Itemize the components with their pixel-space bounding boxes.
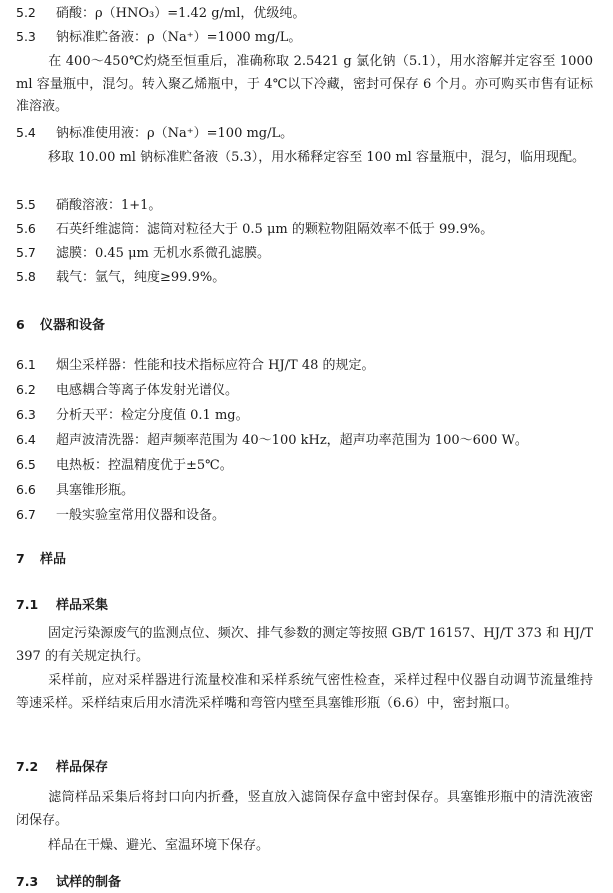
item-number: 6.6 (16, 482, 36, 497)
section-number: 7 (16, 551, 25, 566)
item-number: 6.3 (16, 407, 36, 422)
item-number: 5.4 (16, 125, 36, 140)
subsection-title: 样品采集 (56, 598, 109, 613)
item-6-4 (16, 431, 528, 450)
item-text: 硝酸：ρ（HNO₃）=1.42 g/ml，优级纯。 (56, 6, 306, 21)
item-text: 钠标准贮备液：ρ（Na⁺）=1000 mg/L。 (56, 30, 302, 45)
subsection-number: 7.1 (16, 597, 39, 612)
item-text: 硝酸溶液：1+1。 (56, 198, 162, 213)
subsection-heading-7-2 (16, 758, 108, 777)
subsection-number: 7.3 (16, 874, 39, 889)
item-5-3 (16, 28, 301, 47)
item-5-7 (16, 244, 270, 263)
item-6-3 (16, 406, 249, 425)
item-text: 滤膜：0.45 μm 无机水系微孔滤膜。 (56, 246, 270, 261)
subsection-title: 样品保存 (56, 760, 109, 775)
item-number: 6.1 (16, 357, 36, 372)
item-text: 石英纤维滤筒：滤筒对粒径大于 0.5 μm 的颗粒物阻隔效率不低于 99.9%。 (56, 222, 494, 237)
item-5-2 (16, 4, 305, 23)
item-number: 5.7 (16, 245, 36, 260)
subsection-heading-7-1 (16, 596, 108, 615)
item-text: 烟尘采样器：性能和技术指标应符合 HJ/T 48 的规定。 (56, 358, 375, 373)
item-text: 电热板：控温精度优于±5℃。 (56, 458, 233, 473)
paragraph-7-2a: 滤筒样品采集后将封口向内折叠，竖直放入滤筒保存盒中密封保存。具塞锥形瓶中的清洗液密闭保存。 (16, 790, 593, 828)
item-number: 6.7 (16, 507, 36, 522)
item-5-8 (16, 268, 225, 287)
section-heading-7 (16, 550, 66, 569)
item-5-4 (16, 124, 293, 143)
item-5-5 (16, 196, 161, 215)
item-text: 超声波清洗器：超声频率范围为 40～100 kHz，超声功率范围为 100～600 W。 (56, 433, 528, 448)
item-number: 5.3 (16, 29, 36, 44)
section-number: 6 (16, 317, 25, 332)
item-6-6 (16, 481, 134, 500)
section-heading-6 (16, 316, 105, 335)
item-number: 5.5 (16, 197, 36, 212)
item-text: 一般实验室常用仪器和设备。 (56, 508, 226, 523)
section-title: 仪器和设备 (40, 318, 106, 333)
item-6-2 (16, 381, 238, 400)
item-6-1 (16, 356, 375, 375)
subsection-number: 7.2 (16, 759, 39, 774)
paragraph-7-1b: 采样前，应对采样器进行流量校准和采样系统气密性检查，采样过程中仪器自动调节流量维持等速采样。采样结束后用水清洗采样嘴和弯管内壁至具塞锥形瓶（6.6）中，密封瓶口。 (16, 673, 593, 711)
item-text: 具塞锥形瓶。 (56, 483, 135, 498)
item-number: 5.6 (16, 221, 36, 236)
paragraph-7-1a: 固定污染源废气的监测点位、频次、排气参数的测定等按照 GB/T 16157、HJ/T 373 和 HJ/T 397 的有关规定执行。 (16, 626, 593, 664)
paragraph-5-3: 在 400～450℃灼烧至恒重后，准确称取 2.5421 g 氯化钠（5.1），用水溶解并定容至 1000 ml 容量瓶中，混匀。转入聚乙烯瓶中，于 4℃以下冷藏，密封可保存 6 个月。亦可购买市售有证标准溶液。 (16, 54, 593, 114)
item-text: 载气：氩气，纯度≥99.9%。 (56, 270, 226, 285)
item-6-5 (16, 456, 233, 475)
item-number: 6.2 (16, 382, 36, 397)
item-text: 分析天平：检定分度值 0.1 mg。 (56, 408, 249, 423)
item-number: 5.2 (16, 5, 36, 20)
item-6-7 (16, 506, 225, 525)
subsection-title: 试样的制备 (56, 875, 122, 890)
paragraph-7-2b: 样品在干燥、避光、室温环境下保存。 (48, 838, 270, 853)
item-number: 5.8 (16, 269, 36, 284)
paragraph-5-4: 移取 10.00 ml 钠标准贮备液（5.3），用水稀释定容至 100 ml 容量瓶中，混匀，临用现配。 (48, 150, 585, 165)
item-number: 6.5 (16, 457, 36, 472)
item-text: 电感耦合等离子体发射光谱仪。 (56, 383, 239, 398)
subsection-heading-7-3 (16, 873, 121, 892)
item-5-6 (16, 220, 493, 239)
item-number: 6.4 (16, 432, 36, 447)
item-text: 钠标准使用液：ρ（Na⁺）=100 mg/L。 (56, 126, 294, 141)
section-title: 样品 (40, 552, 67, 567)
